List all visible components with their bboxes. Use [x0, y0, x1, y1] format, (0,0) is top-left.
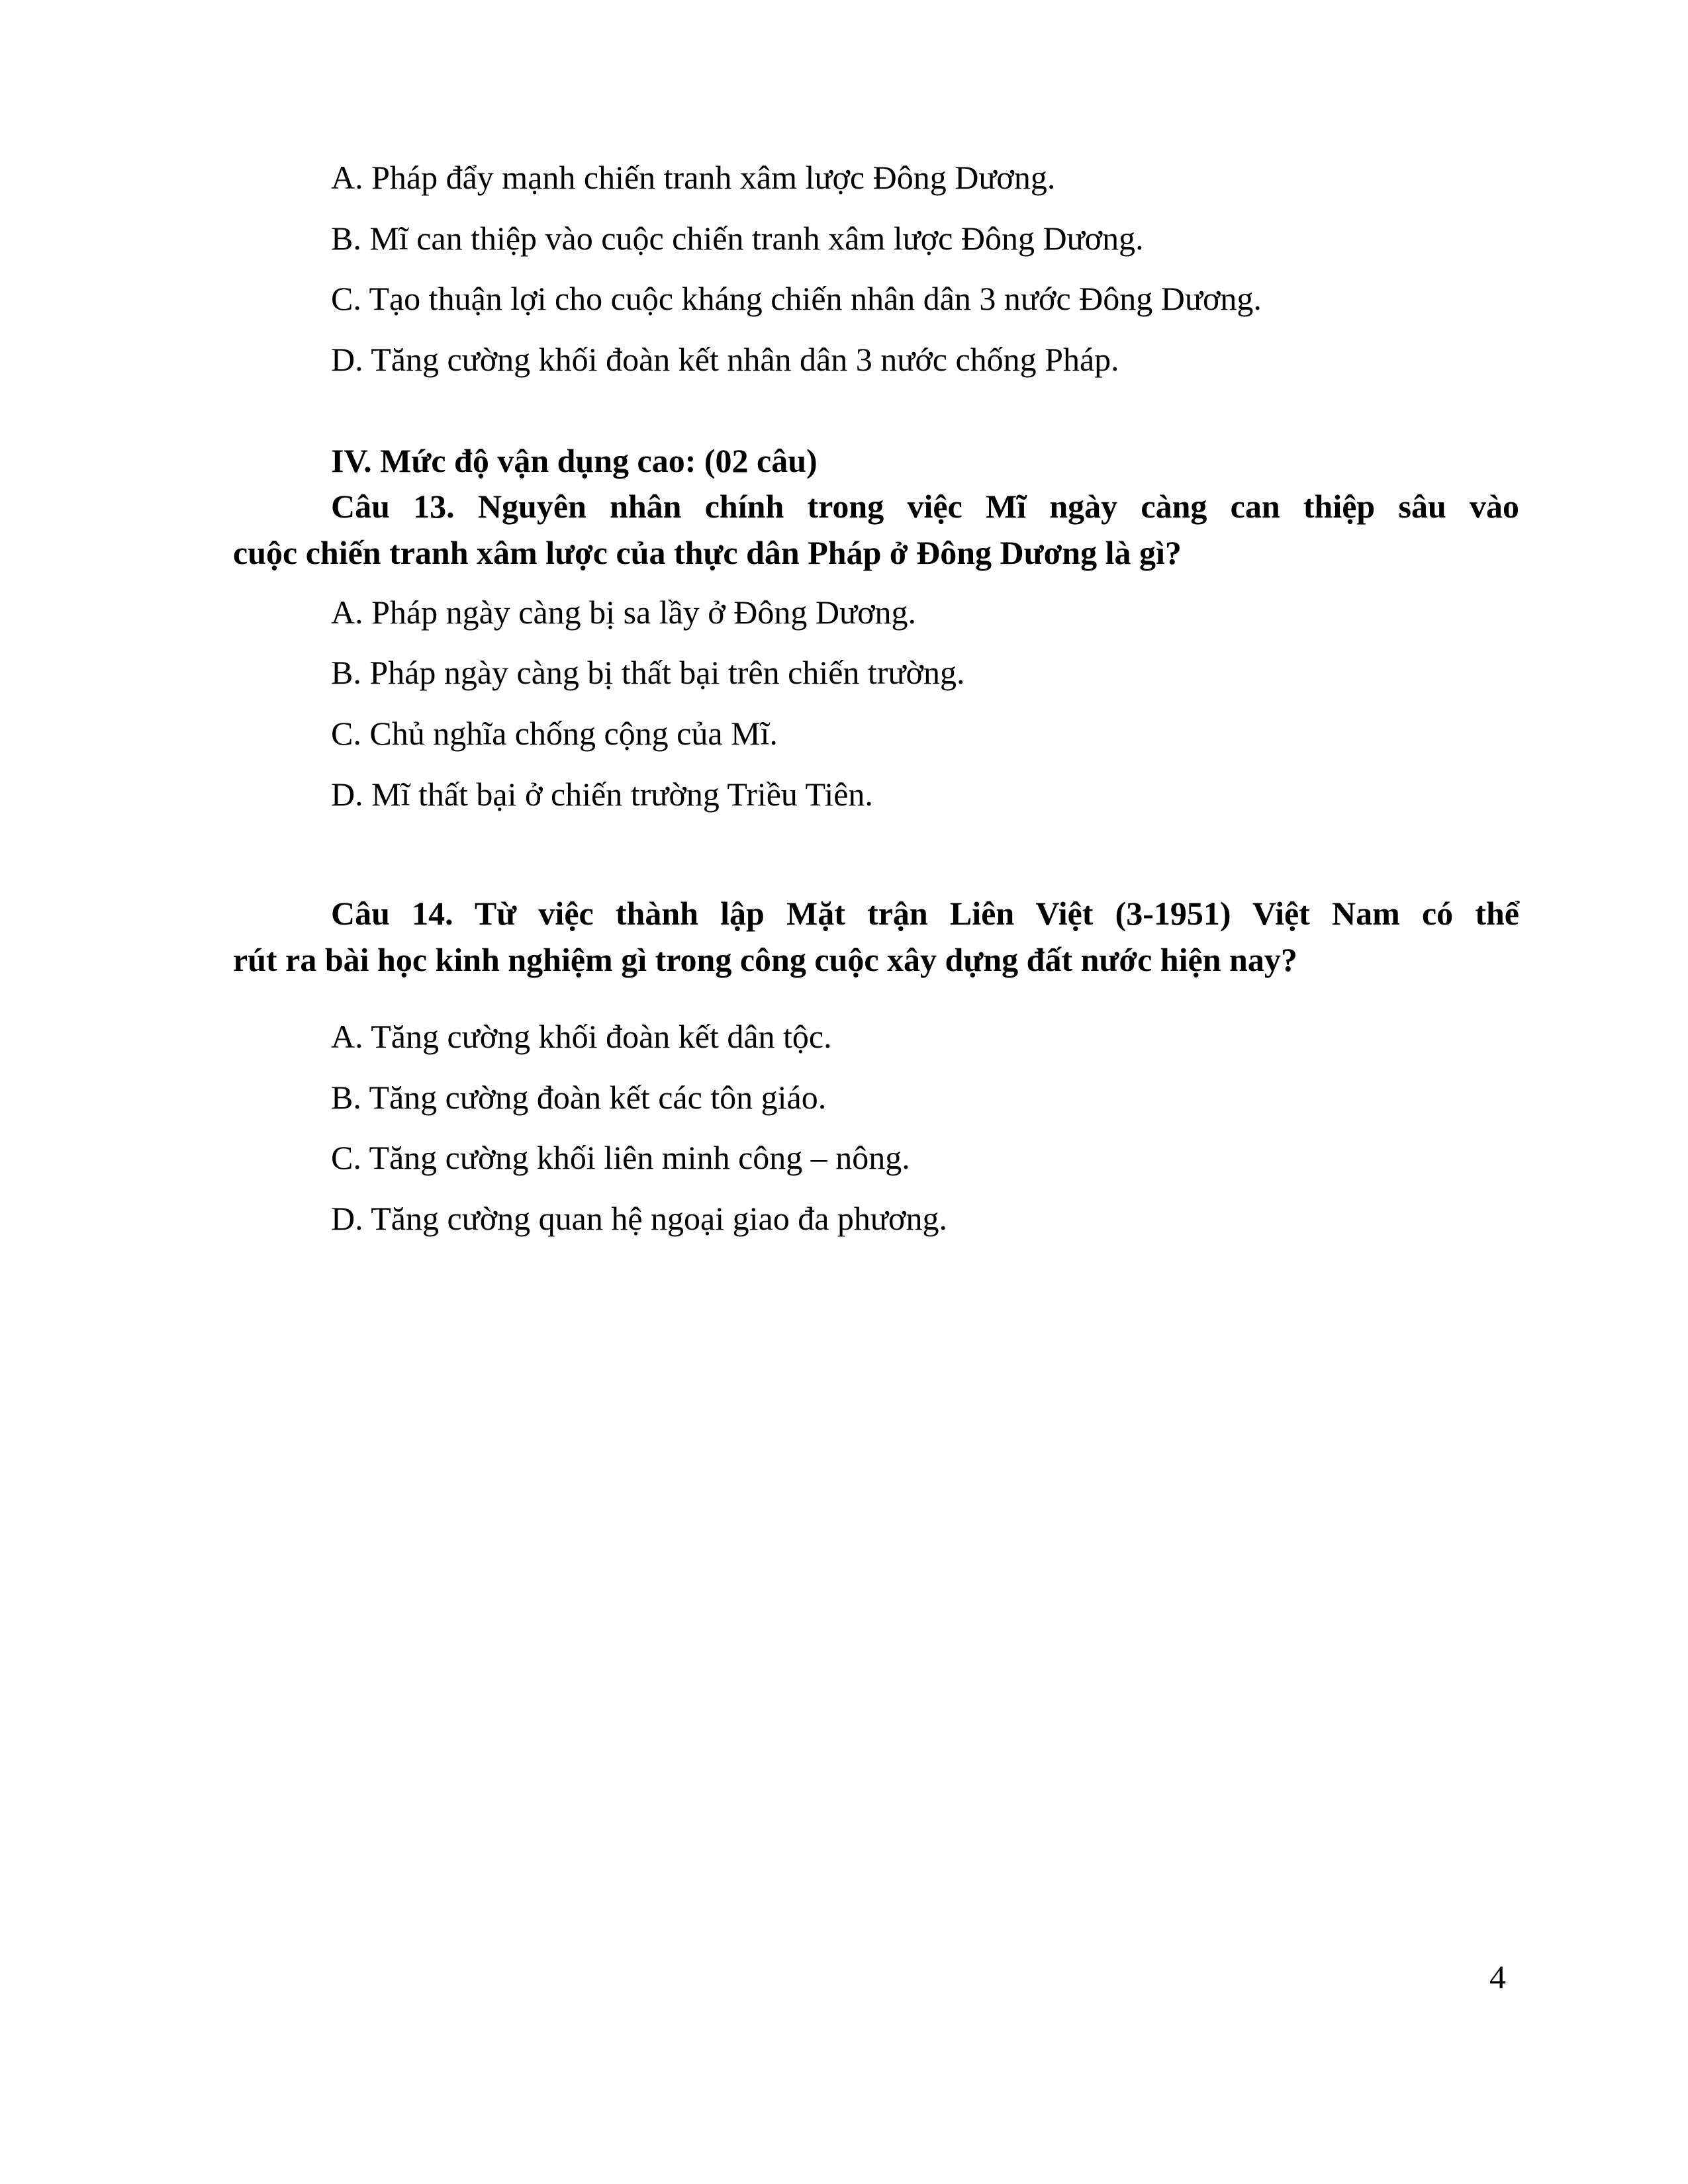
- prev-option-b: B. Mĩ can thiệp vào cuộc chiến tranh xâm lược Đông Dương.: [331, 220, 1144, 257]
- q13-option-d: D. Mĩ thất bại ở chiến trường Triều Tiên.: [331, 776, 873, 813]
- q14-option-c: C. Tăng cường khối liên minh công – nông.: [331, 1139, 910, 1176]
- q13-text-line1: Câu 13. Nguyên nhân chính trong việc Mĩ ngày càng can thiệp sâu vào: [331, 488, 1519, 525]
- q14-text-line1: Câu 14. Từ việc thành lập Mặt trận Liên Việt (3-1951) Việt Nam có thể: [331, 895, 1519, 932]
- prev-option-a: A. Pháp đẩy mạnh chiến tranh xâm lược Đông Dương.: [331, 159, 1056, 196]
- q14-option-b: B. Tăng cường đoàn kết các tôn giáo.: [331, 1079, 827, 1116]
- section-heading: IV. Mức độ vận dụng cao: (02 câu): [331, 442, 818, 479]
- q13-option-a: A. Pháp ngày càng bị sa lầy ở Đông Dương.: [331, 594, 917, 631]
- q14-option-a: A. Tăng cường khối đoàn kết dân tộc.: [331, 1018, 832, 1055]
- prev-option-c: C. Tạo thuận lợi cho cuộc kháng chiến nhân dân 3 nước Đông Dương.: [331, 280, 1262, 317]
- q13-option-b: B. Pháp ngày càng bị thất bại trên chiến trường.: [331, 654, 965, 691]
- q14-option-d: D. Tăng cường quan hệ ngoại giao đa phương.: [331, 1200, 947, 1237]
- q14-text-line2: rút ra bài học kinh nghiệm gì trong công cuộc xây dựng đất nước hiện nay?: [233, 941, 1297, 978]
- page-number: 4: [1489, 1958, 1506, 1995]
- q13-option-c: C. Chủ nghĩa chống cộng của Mĩ.: [331, 715, 778, 752]
- prev-option-d: D. Tăng cường khối đoàn kết nhân dân 3 nước chống Pháp.: [331, 341, 1119, 378]
- q13-text-line2: cuộc chiến tranh xâm lược của thực dân Pháp ở Đông Dương là gì?: [233, 534, 1182, 571]
